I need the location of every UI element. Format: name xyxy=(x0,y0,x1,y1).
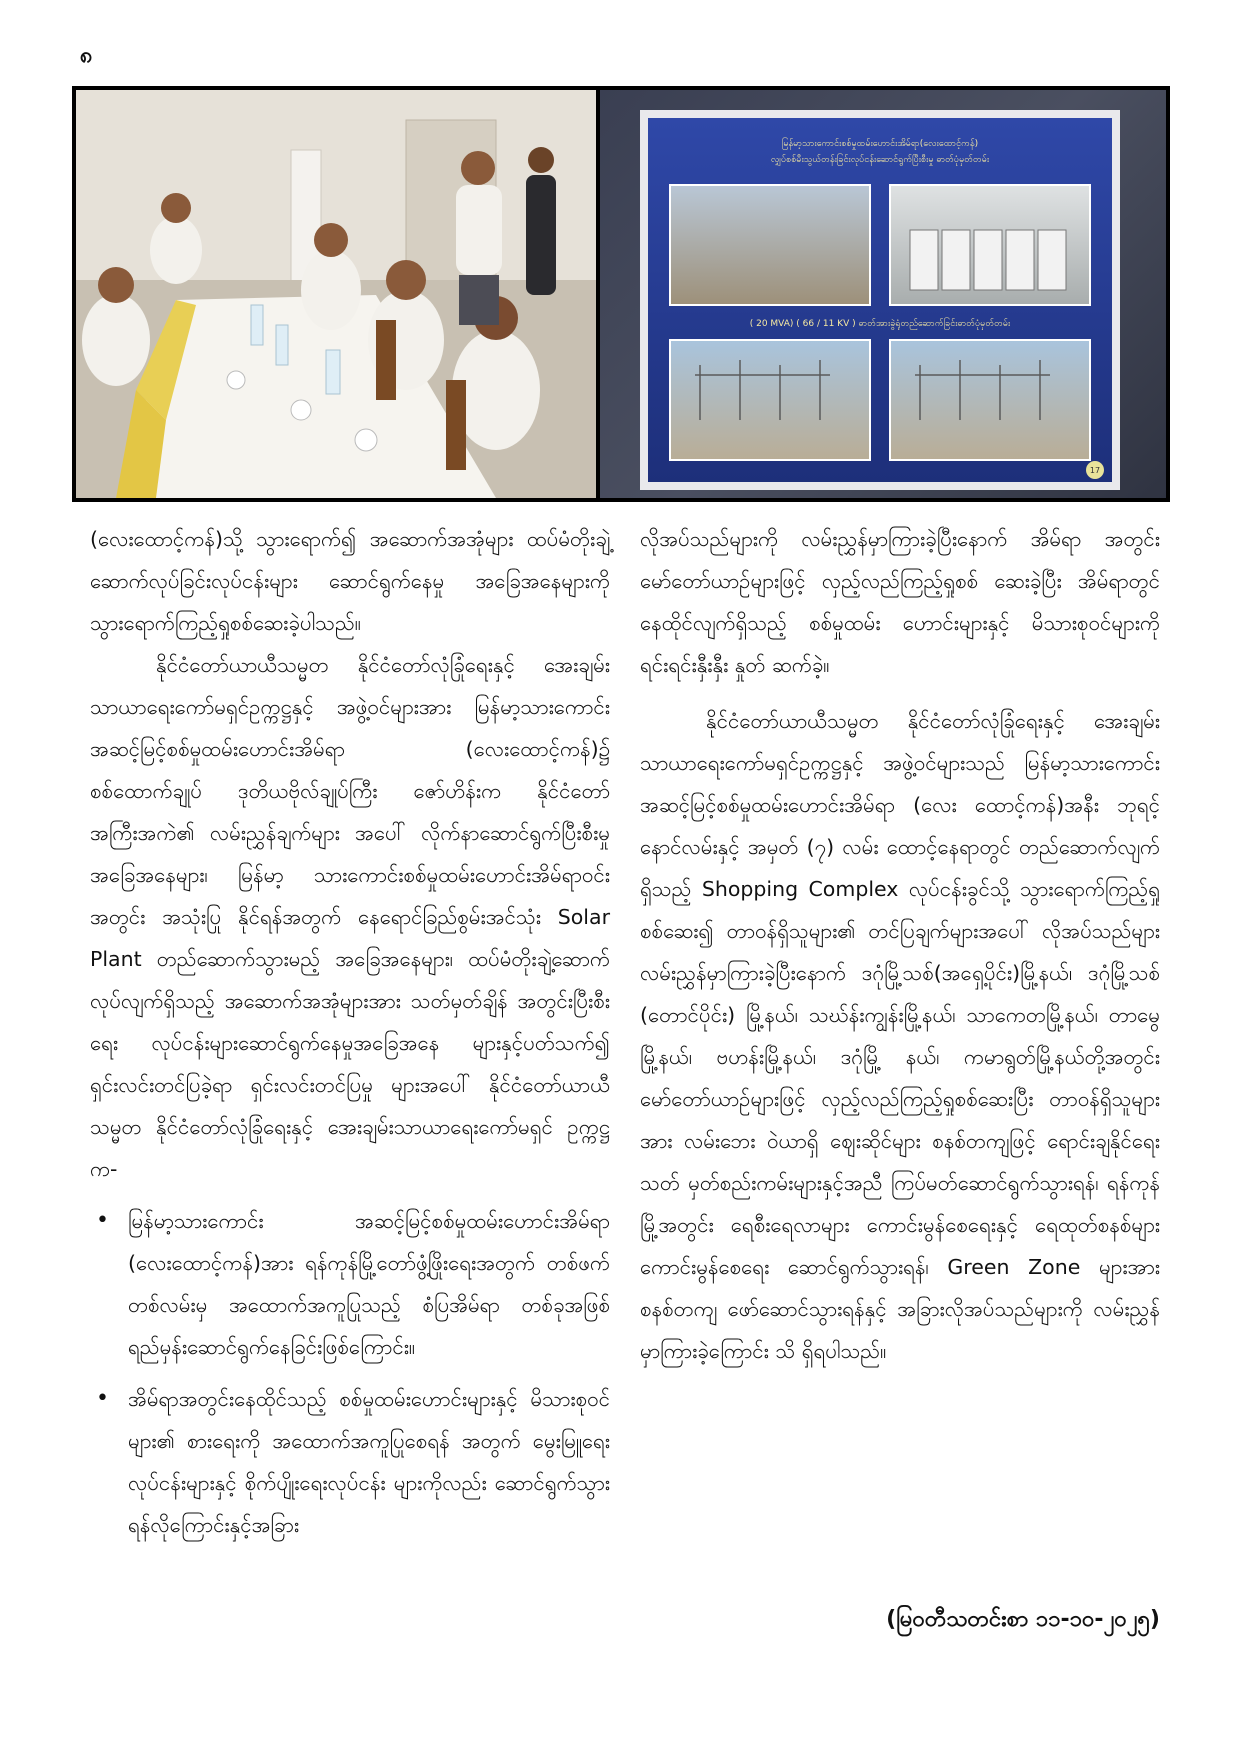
meeting-scene-illustration xyxy=(76,90,596,498)
bullet-text: အိမ်ရာအတွင်းနေထိုင်သည့် စစ်မှုထမ်းဟောင်းများနှင့် မိသားစုဝင်များ၏ စားရေးကို အထောက်အကူပြုစေရန် အတွက် မွေးမြူရေးလုပ်ငန်းများနှင့် စိုက်ပျိုးရေးလုပ်ငန်း များကိုလည်း ဆောင်ရွက်သွားရန်လိုကြောင်းနှင့်အခြား xyxy=(128,1387,610,1537)
bullet-list xyxy=(90,1200,610,1546)
switchgear-cabinets xyxy=(910,230,1066,290)
bullet-icon: • xyxy=(96,1208,109,1233)
right-paragraph-1: လိုအပ်သည်များကို လမ်းညွှန်မှာကြားခဲ့ပြီးနောက် အိမ်ရာ အတွင်း မော်တော်ယာဉ်များဖြင့် လှည့်လည်ကြည့်ရှုစစ် ဆေးခဲ့ပြီး အိမ်ရာတွင်နေထိုင်လျက်ရှိသည့် စစ်မှုထမ်း ဟောင်းများနှင့် မိသားစုဝင်များကို ရင်းရင်းနှီးနှီး နှုတ် ဆက်ခဲ့။ xyxy=(640,527,1160,677)
projection-screen-illustration xyxy=(600,90,1166,498)
left-paragraph-2: နိုင်ငံတော်ယာယီသမ္မတ နိုင်ငံတော်လုံခြုံရေးနှင့် အေးချမ်းသာယာရေးကော်မရှင်ဥက္ကဋ္ဌနှင့် အဖွဲ့ဝင်များအား မြန်မာ့သားကောင်း အဆင့်မြင့်စစ်မှုထမ်းဟောင်းအိမ်ရာ (လေးထောင့်ကန်)၌ စစ်ထောက်ချုပ် ဒုတိယဗိုလ်ချုပ်ကြီး ဇော်ဟိန်းက နိုင်ငံတော်အကြီးအကဲ၏ လမ်းညွှန်ချက်များ အပေါ် လိုက်နာဆောင်ရွက်ပြီးစီးမှုအခြေအနေများ၊ မြန်မာ့ သားကောင်းစစ်မှုထမ်းဟောင်းအိမ်ရာဝင်းအတွင်း အသုံးပြု နိုင်ရန်အတွက် နေရောင်ခြည်စွမ်းအင်သုံး Solar Plant တည်ဆောက်သွားမည့် အခြေအနေများ၊ ထပ်မံတိုးချဲ့ဆောက် လုပ်လျက်ရှိသည့် အဆောက်အအုံများအား သတ်မှတ်ချိန် အတွင်းပြီးစီးရေး လုပ်ငန်းများဆောင်ရွက်နေမှုအခြေအနေ များနှင့်ပတ်သက်၍ ရှင်းလင်းတင်ပြခဲ့ရာ ရှင်းလင်းတင်ပြမှု များအပေါ် နိုင်ငံတော်ယာယီသမ္မတ နိုင်ငံတော်လုံခြုံရေးနှင့် အေးချမ်းသာယာရေးကော်မရှင် ဥက္ကဋ္ဌက- xyxy=(90,653,610,1181)
right-column xyxy=(640,518,1160,1372)
left-column xyxy=(90,518,610,1556)
photo-frame xyxy=(72,86,1170,502)
bullet-item xyxy=(90,1200,610,1368)
slide-title-line1: မြန်မာ့သားကောင်းစစ်မှုထမ်းဟောင်းအိမ်ရာ(လေးထောင့်ကန်) xyxy=(781,139,979,149)
slide-caption: ( 20 MVA) ( 66 / 11 KV ) ဓာတ်အားခွဲရုံတည်ဆောက်ခြင်းဓာတ်ပုံမှတ်တမ်း xyxy=(749,319,1011,329)
bullet-item xyxy=(90,1378,610,1546)
bullet-text: မြန်မာ့သားကောင်း အဆင့်မြင့်စစ်မှုထမ်းဟောင်းအိမ်ရာ (လေးထောင့်ကန်)အား ရန်ကုန်မြို့တော်ဖွံ့ဖြိုးရေးအတွက် တစ်ဖက်တစ်လမ်းမှ အထောက်အကူပြုသည့် စံပြအိမ်ရာ တစ်ခုအဖြစ် ရည်မှန်းဆောင်ရွက်နေခြင်းဖြစ်ကြောင်း။ xyxy=(128,1209,610,1359)
meeting-photo xyxy=(76,90,596,498)
slide-image-substation-site xyxy=(670,185,870,305)
page-number: ၈ xyxy=(80,43,93,68)
left-paragraph-1: (လေးထောင့်ကန်)သို့ သွားရောက်၍ အဆောက်အအုံများ ထပ်မံတိုးချဲ့ဆောက်လုပ်ခြင်းလုပ်ငန်းများ ဆောင်ရွက်နေမှု အခြေအနေများကို သွားရောက်ကြည့်ရှုစစ်ဆေးခဲ့ပါသည်။ xyxy=(90,527,610,635)
slide-page-number: 17 xyxy=(1089,466,1101,475)
presentation-photo xyxy=(600,90,1166,498)
bullet-icon: • xyxy=(96,1386,109,1411)
right-paragraph-2: နိုင်ငံတော်ယာယီသမ္မတ နိုင်ငံတော်လုံခြုံရေးနှင့် အေးချမ်းသာယာရေးကော်မရှင်ဥက္ကဋ္ဌနှင့် အဖွဲ့ဝင်များသည် မြန်မာ့သားကောင်းအဆင့်မြင့်စစ်မှုထမ်းဟောင်းအိမ်ရာ (လေး ထောင့်ကန်)အနီး ဘုရင့်နောင်လမ်းနှင့် အမှတ် (၇) လမ်း ထောင့်နေရာတွင် တည်ဆောက်လျက်ရှိသည့် Shopping Complex လုပ်ငန်းခွင်သို့ သွားရောက်ကြည့်ရှုစစ်ဆေး၍ တာဝန်ရှိသူများ၏ တင်ပြချက်များအပေါ် လိုအပ်သည်များ လမ်းညွှန်မှာကြားခဲ့ပြီးနောက် ဒဂုံမြို့သစ်(အရှေ့ပိုင်း)မြို့နယ်၊ ဒဂုံမြို့သစ် (တောင်ပိုင်း) မြို့နယ်၊ သဃ်န်းကျွန်းမြို့နယ်၊ သာကေတမြို့နယ်၊ တာမွေမြို့နယ်၊ ဗဟန်းမြို့နယ်၊ ဒဂုံမြို့ နယ်၊ ကမာရွတ်မြို့နယ်တို့အတွင်း မော်တော်ယာဉ်များဖြင့် လှည့်လည်ကြည့်ရှုစစ်ဆေးပြီး တာဝန်ရှိသူများအား လမ်းဘေး ဝဲယာရှိ ဈေးဆိုင်များ စနစ်တကျဖြင့် ရောင်းချနိုင်ရေး သတ် မှတ်စည်းကမ်းများနှင့်အညီ ကြပ်မတ်ဆောင်ရွက်သွားရန်၊ ရန်ကုန်မြို့အတွင်း ရေစီးရေလာများ ကောင်းမွန်စေရေးနှင့် ရေထုတ်စနစ်များ ကောင်းမွန်စေရေး ဆောင်ရွက်သွားရန်၊ Green Zone များအား စနစ်တကျ ဖော်ဆောင်သွားရန်နှင့် အခြားလိုအပ်သည်များကို လမ်းညွှန်မှာကြားခဲ့ကြောင်း သိ ရှိရပါသည်။ xyxy=(640,709,1160,1363)
source-citation: (မြဝတီသတင်းစာ ၁၁-၁၀-၂၀၂၅) xyxy=(886,1607,1160,1632)
slide-title-line2: လျှပ်စစ်မီးသွယ်တန်းခြင်းလုပ်ငန်းဆောင်ရွက်ပြီးစီးမှု ဓာတ်ပုံမှတ်တမ်း xyxy=(770,155,990,165)
